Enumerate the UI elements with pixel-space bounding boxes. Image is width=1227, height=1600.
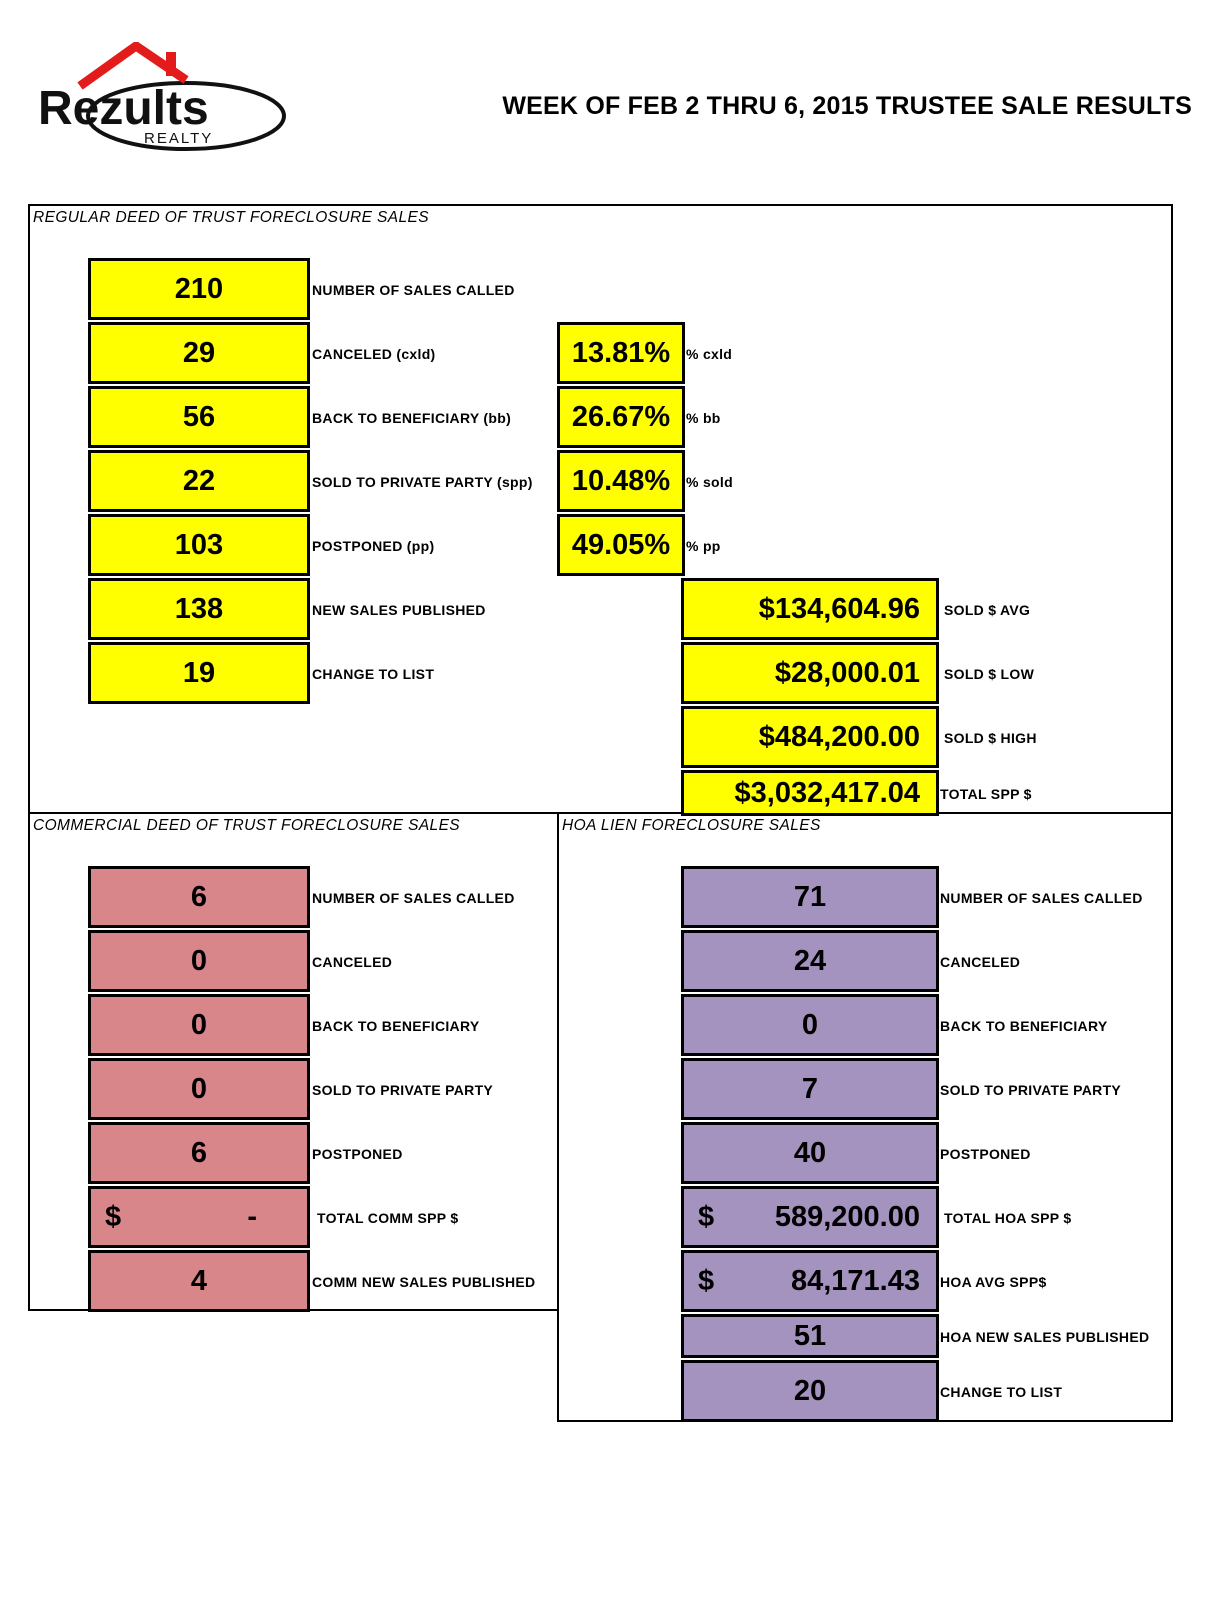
hoa-change-to-list-count: 20 xyxy=(681,1360,939,1422)
comm-called-label: NUMBER OF SALES CALLED xyxy=(312,890,515,906)
comm-total-spp-amount xyxy=(88,1186,310,1248)
canceled-percent: 13.81% xyxy=(557,322,685,384)
bb-percent-label: % bb xyxy=(686,410,721,426)
comm-canceled-count: 0 xyxy=(88,930,310,992)
comm-sold-private-party-count: 0 xyxy=(88,1058,310,1120)
hoa-avg-spp-label: HOA AVG SPP$ xyxy=(940,1274,1047,1290)
sold-high-amount: $484,200.00 xyxy=(681,706,939,768)
sold-low-amount: $28,000.01 xyxy=(681,642,939,704)
comm-total-spp-label: TOTAL COMM SPP $ xyxy=(317,1210,459,1226)
sold-percent-label: % sold xyxy=(686,474,733,490)
sold-avg-amount: $134,604.96 xyxy=(681,578,939,640)
hoa-total-spp-value: 589,200.00 xyxy=(774,1200,920,1233)
regular-section-title: REGULAR DEED OF TRUST FORECLOSURE SALES xyxy=(33,209,430,226)
canceled-label: CANCELED (cxld) xyxy=(312,346,436,362)
hoa-total-spp-amount xyxy=(681,1186,939,1248)
hoa-total-spp-label: TOTAL HOA SPP $ xyxy=(944,1210,1072,1226)
comm-total-spp-currency: $ xyxy=(105,1200,122,1233)
logo-subtext: REALTY xyxy=(144,130,214,147)
hoa-avg-spp-amount xyxy=(681,1250,939,1312)
hoa-postponed-label: POSTPONED xyxy=(940,1146,1031,1162)
postponed-percent-label: % pp xyxy=(686,538,721,554)
sold-private-party-label: SOLD TO PRIVATE PARTY (spp) xyxy=(312,474,533,490)
hoa-back-to-beneficiary-count: 0 xyxy=(681,994,939,1056)
new-sales-published-label: NEW SALES PUBLISHED xyxy=(312,602,486,618)
comm-canceled-label: CANCELED xyxy=(312,954,393,970)
back-to-beneficiary-label: BACK TO BENEFICIARY (bb) xyxy=(312,410,512,426)
back-to-beneficiary-count: 56 xyxy=(88,386,310,448)
hoa-avg-spp-currency: $ xyxy=(698,1264,715,1297)
comm-new-published-label: COMM NEW SALES PUBLISHED xyxy=(312,1274,536,1290)
called-label: NUMBER OF SALES CALLED xyxy=(312,282,515,298)
commercial-section-title: COMMERCIAL DEED OF TRUST FORECLOSURE SALES xyxy=(33,817,461,834)
hoa-called-label: NUMBER OF SALES CALLED xyxy=(940,890,1143,906)
sold-high-label: SOLD $ HIGH xyxy=(944,730,1037,746)
bb-percent: 26.67% xyxy=(557,386,685,448)
total-spp-label: TOTAL SPP $ xyxy=(940,786,1032,802)
hoa-back-to-beneficiary-label: BACK TO BENEFICIARY xyxy=(940,1018,1108,1034)
hoa-total-spp-currency: $ xyxy=(698,1200,715,1233)
canceled-count: 29 xyxy=(88,322,310,384)
comm-called-count: 6 xyxy=(88,866,310,928)
document-title: WEEK OF FEB 2 THRU 6, 2015 TRUSTEE SALE RESULTS xyxy=(502,92,1192,120)
change-to-list-label: CHANGE TO LIST xyxy=(312,666,435,682)
hoa-new-published-label: HOA NEW SALES PUBLISHED xyxy=(940,1329,1150,1345)
canceled-percent-label: % cxld xyxy=(686,346,733,362)
total-spp-amount: $3,032,417.04 xyxy=(681,770,939,816)
hoa-sold-private-party-count: 7 xyxy=(681,1058,939,1120)
hoa-new-published-count: 51 xyxy=(681,1314,939,1358)
comm-back-to-beneficiary-label: BACK TO BENEFICIARY xyxy=(312,1018,480,1034)
postponed-percent: 49.05% xyxy=(557,514,685,576)
company-logo xyxy=(36,42,286,157)
hoa-section-title: HOA LIEN FORECLOSURE SALES xyxy=(562,817,821,834)
hoa-called-count: 71 xyxy=(681,866,939,928)
sold-low-label: SOLD $ LOW xyxy=(944,666,1035,682)
logo-wordmark: Rezults xyxy=(38,82,209,135)
new-sales-published-count: 138 xyxy=(88,578,310,640)
sold-avg-label: SOLD $ AVG xyxy=(944,602,1031,618)
sold-private-party-count: 22 xyxy=(88,450,310,512)
comm-total-spp-value: - xyxy=(247,1200,257,1233)
postponed-label: POSTPONED (pp) xyxy=(312,538,435,554)
comm-new-published-count: 4 xyxy=(88,1250,310,1312)
postponed-count: 103 xyxy=(88,514,310,576)
sold-percent: 10.48% xyxy=(557,450,685,512)
comm-sold-private-party-label: SOLD TO PRIVATE PARTY xyxy=(312,1082,494,1098)
hoa-postponed-count: 40 xyxy=(681,1122,939,1184)
change-to-list-count: 19 xyxy=(88,642,310,704)
hoa-avg-spp-value: 84,171.43 xyxy=(790,1264,920,1297)
hoa-sold-private-party-label: SOLD TO PRIVATE PARTY xyxy=(940,1082,1122,1098)
comm-back-to-beneficiary-count: 0 xyxy=(88,994,310,1056)
comm-postponed-count: 6 xyxy=(88,1122,310,1184)
hoa-canceled-count: 24 xyxy=(681,930,939,992)
hoa-canceled-label: CANCELED xyxy=(940,954,1021,970)
called-count: 210 xyxy=(88,258,310,320)
comm-postponed-label: POSTPONED xyxy=(312,1146,403,1162)
logo-graphic xyxy=(36,42,286,157)
hoa-change-to-list-label: CHANGE TO LIST xyxy=(940,1384,1063,1400)
